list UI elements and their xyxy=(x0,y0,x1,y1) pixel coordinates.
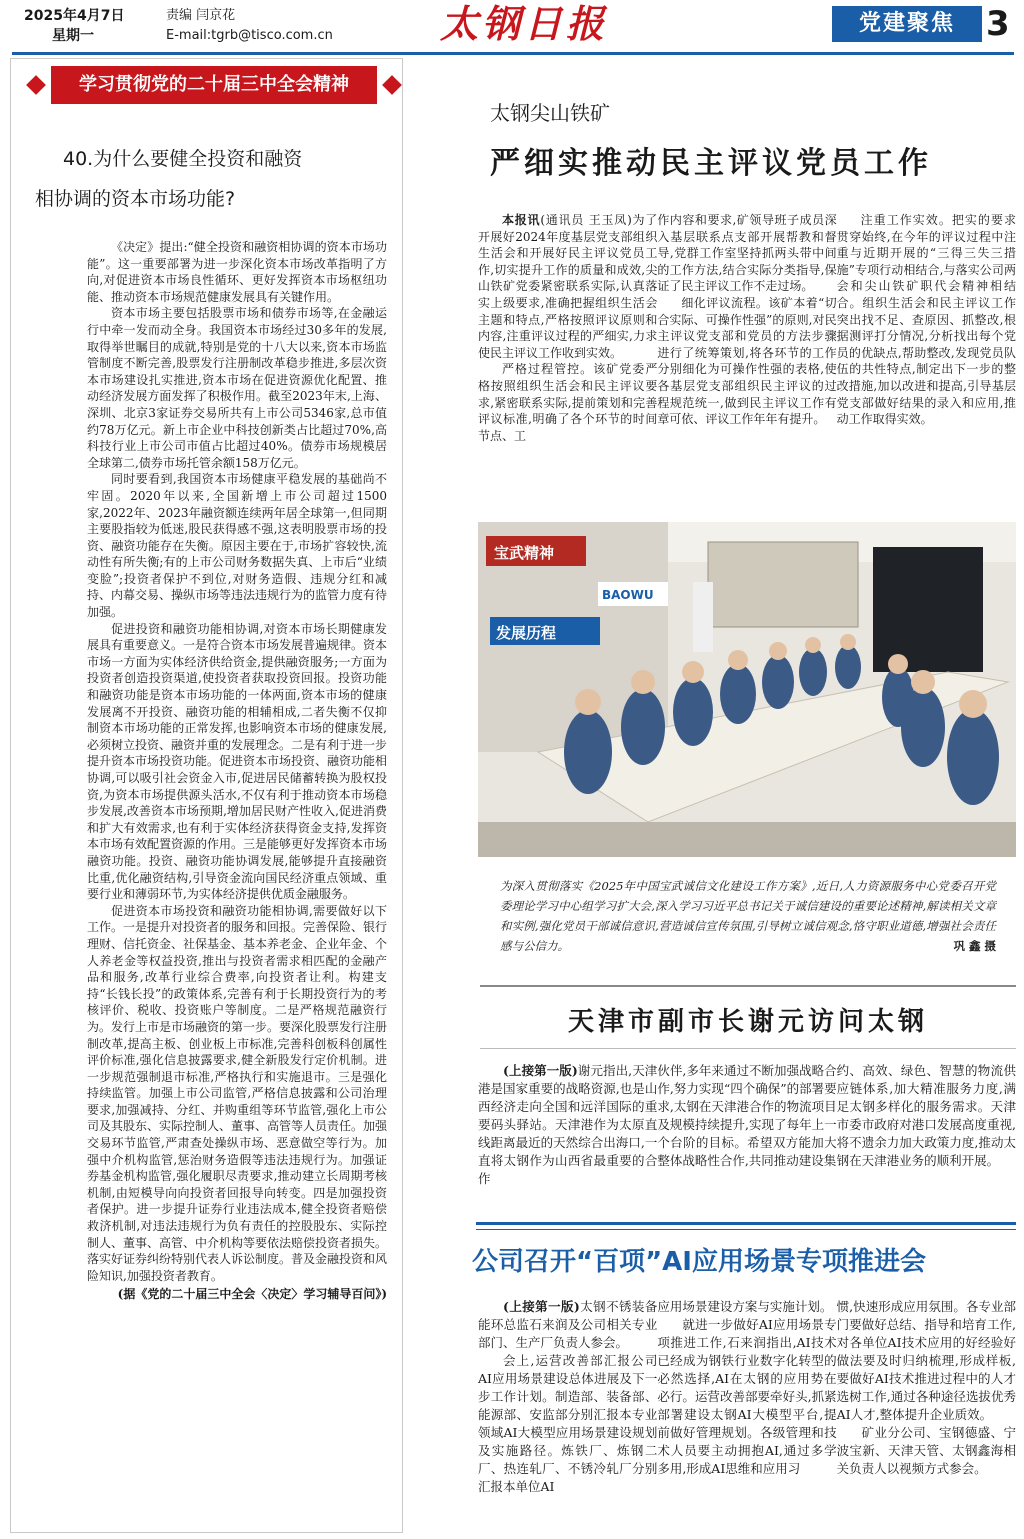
paragraph: 矿业分公司、宝钢德盛、宁波宝新、天津天管、太钢鑫海相关负责人以视频方式参会。 xyxy=(836,1425,1016,1476)
story3-rule xyxy=(476,1222,1016,1230)
story1-column-2 xyxy=(657,212,836,444)
paragraph xyxy=(478,1298,657,1352)
story3-column-2 xyxy=(657,1298,836,1496)
weekday-text: 星期一 xyxy=(52,28,94,44)
story2-headline: 天津市副市长谢元访问太钢 xyxy=(567,1007,928,1037)
paragraph: 约、高效、绿色、智慧的物流供应链体系,加大精准服务力度,满足太钢多样化的服务需求。天津市委市政府对港口发展高度重视,将不遗余力加大政策力度,推动太钢在天津港业务的顺利开展。 xyxy=(836,1063,1016,1168)
paragraph: 注重工作实效。把实的要求贯穿始终,在今年的评议过程中注重与近期开展的“三得三失三措施”专项行动相结合,与落实公司两会和尖山铁矿职代会精神相结合。组织生活会和民主评议工作突出找不足、查原因、抓整改,根据测评打分情况,分析找出每个党员的优缺点,帮助整改,发现党员队伍的共性特点,制定出下一步的整改措施,加以改进和提高,引导基层党支部做好结果的录入和应用,推动工作取得实效。 xyxy=(836,213,1016,427)
paragraph: 就进一步做好AI应用场景专项推进工作,石来润指出,AI技术已经成为钢铁行业数字化转型的必然选择,AI在太钢的应用势在必行。运营改善部要牵好头,抓紧部署建设太钢AI大模型平台,提前做好管理规划。各级管理和技术人员要主动拥抱AI,通过多学多用,形成AI思维和应用习 xyxy=(657,1317,837,1476)
story1-column-3 xyxy=(837,212,1016,444)
continued-note: (上接第一版) xyxy=(503,1299,580,1314)
editor-info xyxy=(166,6,333,46)
paragraph: 《决定》提出:“健全投资和融资相协调的资本市场功能”。这一重要部署为进一步深化资本市场改革指明了方向,对促进资本市场良性循环、更好发挥资本市场枢纽功能、推动资本市场规范健康发展具有关键作用。 xyxy=(87,240,387,304)
story3-column-3 xyxy=(837,1298,1016,1496)
masthead xyxy=(0,0,1024,56)
paragraph xyxy=(478,1062,657,1188)
study-article-body xyxy=(87,239,387,1303)
continued-note: (上接第一版) xyxy=(503,1063,578,1078)
issue-date xyxy=(24,6,124,46)
story1-body xyxy=(478,212,1016,444)
section-badge: 党建聚焦 xyxy=(832,6,982,42)
editor-name: 责编 闫京花 xyxy=(166,8,236,23)
story2-column-2 xyxy=(657,1062,836,1188)
wall-sign-2: 发展历程 xyxy=(496,624,557,642)
caption-text: 为深入贯彻落实《2025年中国宝武诚信文化建设工作方案》,近日,人力资源服务中心党委召开党委理论学习中心组学习扩大会,深入学习习近平总书记关于诚信建设的重要论述精神,解读相关文章和实例,强化党员干部诚信意识,营造诚信宣传氛围,引导树立诚信观念,恪守职业道德,增强社会责任感与公信力。 xyxy=(500,879,996,953)
paragraph xyxy=(478,212,657,361)
question-line-2: 相协调的资本市场功能? xyxy=(35,188,236,210)
story2-column-1 xyxy=(478,1062,657,1188)
paragraph: 严格过程管控。该矿党委严格按照组织生活会和民主评议要求,紧密联系实际,提前策划和完善评议标准,明确了各个环节的时间节点、工 xyxy=(478,362,658,443)
question-title xyxy=(35,139,403,219)
paragraph: 伙伴,多年来通过不断加强战略合作,努力实现“四个确保”的部署要求,太钢在天津港合作的物流项目及规模持续提升,实现了每年上一个台阶的目标。希望双方能加大整体战略性合作,共同推动建设集 xyxy=(657,1063,837,1168)
paragraph: 会上,运营改善部汇报公司AI应用场景建设总体进展及下一步工作计划。制造部、装备部、能源部、安监部分别汇报本专业领域AI大模型应用场景建设规划及实施路径。炼铁厂、炼钢二厂、热连轧厂、不锈冷轧厂分别汇报本单位AI xyxy=(478,1353,658,1494)
study-column xyxy=(10,58,403,1533)
paragraph: 同时要看到,我国资本市场健康平稳发展的基础尚不牢固。2020年以来,全国新增上市公司超过1500家,2022年、2023年融资额连续两年居全球第一,但同期主要股指较为低迷,股民获得感不强,这表明股票市场的投资、融资功能存在失衡。原因主要在于,市场扩容较快,流动性有所失衡;有的上市公司财务数据失真、上市后“业绩变脸”;投资者保护不到位,对财务造假、违规分红和减持、内幕交易、操纵市场等违法违规行为的监管力度有待加强。 xyxy=(87,472,388,620)
paragraph: 应用场景建设方案与实施计划。 xyxy=(657,1299,833,1314)
page-number: 3 xyxy=(986,4,1010,44)
date-text: 2025年4月7日 xyxy=(24,8,125,24)
byline: 本报讯 xyxy=(502,213,541,227)
story1-column-1 xyxy=(478,212,657,444)
story2-column-3 xyxy=(837,1062,1016,1188)
wall-logo: BAOWU xyxy=(602,588,654,602)
story2-bottom-rule xyxy=(480,1048,1016,1049)
theme-banner: 学习贯彻党的二十届三中全会精神 xyxy=(51,66,377,104)
story3-column-1 xyxy=(478,1298,657,1496)
paragraph: 作内容和要求,矿领导班子成员深入基层联系点支部开展帮教和督导,党群工作室坚持抓两头带中间的工作方法,结合实际分类指导,保证了民主评议工作不走过场。 xyxy=(657,213,837,294)
story3-headline: 公司召开“百项”AI应用场景专项推进会 xyxy=(472,1247,926,1277)
story2-body xyxy=(478,1062,1016,1188)
meeting-photo-illustration xyxy=(478,522,1016,857)
story1-headline: 严细实推动民主评议党员工作 xyxy=(490,146,932,181)
paragraph-text: 谢元指出,天津港是国家重要的战略资源,也是山西经济走向全国和远洋国际的重要码头驿站。天津港作为太原直线距离最近的天然综合出海口,一直将太钢作为山西省最重要的合作 xyxy=(478,1063,658,1186)
paragraph: 惯,快速形成应用氛围。各专业部门要做好总结、指导和培育工作,对各单位AI技术应用的好经验好做法要及时归纳梳理,形成样板,要做好AI技术推进过程中的人才选树工作,通过各种途径选拔优秀AI人才,整体提升企业质效。 xyxy=(836,1299,1016,1422)
editor-email: E-mail:tgrb@tisco.com.cn xyxy=(166,28,333,43)
story1-kicker: 太钢尖山铁矿 xyxy=(490,101,610,125)
meeting-photo xyxy=(478,522,1016,857)
photo-credit: 巩 鑫 摄 xyxy=(953,939,996,953)
newspaper-logo: 太钢日报 xyxy=(440,1,609,46)
story2-top-rule xyxy=(480,985,1016,987)
paragraph: 资本市场主要包括股票市场和债券市场等,在金融运行中牵一发而动全身。我国资本市场经过30多年的发展,取得举世瞩目的成就,特别是党的十八大以来,资本市场监管制度不断完善,股票发行注册制改革稳步推进,多层次资本市场建设扎实推进,资本市场在促进资源优化配置、推动经济发展方面发挥了积极作用。截至2023年末,上海、深圳、北京3家证券交易所共有上市公司5346家,总市值约78万亿元。新上市企业中科技创新类占比超过70%,高科技行业上市公司市值占比超过40%。债券市场规模居全球第二,债券市场托管余额158万亿元。 xyxy=(87,306,387,470)
header-rule xyxy=(12,52,1014,55)
question-line-1: 40.为什么要健全投资和融资 xyxy=(63,148,303,170)
paragraph-text: (通讯员 王玉凤)为了开展好2024年度基层党支部组织生活会和开展好民主评议党员工作,切实提升工作的质量和成效,尖山铁矿党委紧密联系实际,认真落实上级要求,准确把握组织生活会主题和特点,严格按照评议原则和内容,注重评议过程的严细实,力求使民主评议工作收到实效。 xyxy=(478,213,658,360)
wall-sign-1: 宝武精神 xyxy=(494,544,555,562)
source-note: (据《党的二十届三中全会〈决定〉学习辅导百问》) xyxy=(117,1287,387,1302)
photo-caption xyxy=(500,876,996,956)
paragraph: 细化评议流程。该矿本着“切合实际、可操作性强”的原则,对民主评议党支部和党员的方法步骤进行了统筹策划,将各环节的工作分别细化为可操作性强的表格,使各基层党支部组织民主评议的过程规范统一,做到民主评议工作有章可依、评议工作年年有提升。 xyxy=(657,295,837,427)
story3-body xyxy=(478,1298,1016,1496)
paragraph-text: 太钢不锈装备能环总监石来润及公司相关专业部门、生产厂负责人参会。 xyxy=(478,1299,658,1350)
paragraph: 促进投资和融资功能相协调,对资本市场长期健康发展具有重要意义。一是符合资本市场发展普遍规律。资本市场一方面为实体经济供给资金,提供融资服务;一方面为投资者创造投资渠道,使投资者获取投资回报。投资功能和融资功能是资本市场功能的一体两面,资本市场的健康发展离不开投资、融资功能的相辅相成,二者失衡不仅抑制资本市场功能的正常发挥,也影响资本市场的健康发展,必须树立投资、融资并重的发展理念。二是有利于进一步提升资本市场投资功能。促进资本市场投资、融资功能相协调,可以吸引社会资金入市,促进居民储蓄转换为股权投资,为资本市场提供源头活水,不仅有利于推动资本市场稳步发展,改善资本市场预期,增加居民财产性收入,促进消费和扩大有效需求,也有利于实体经济获得资金支持,发挥资本市场有效配置资源的作用。三是能够更好发挥资本市场融资功能。投资、融资功能协调发展,能够提升直接融资比重,优化融资结构,引导资金流向国民经济重点领域、重要行业和薄弱环节,为实体经济提供优质金融服务。 xyxy=(87,621,388,902)
paragraph: 促进资本市场投资和融资功能相协调,需要做好以下工作。一是提升对投资者的服务和回报。完善保险、银行理财、信托资金、社保基金、基本养老金、企业年金、个人养老金等权益投资,推出与投资者需求相匹配的金融产品和服务,改革行业综合费率,向投资者让利。构建支持“长钱长投”的政策体系,完善有利于长期投资行为的考核评价、税收、投资账户等制度。二是严格规范融资行为。发行上市是市场融资的第一步。要深化股票发行注册制改革,提高主板、创业板上市标准,完善科创板科创属性评价标准,强化信息披露要求,健全新股发行定价机制。进一步规范强制退市标准,严格执行和实施退市。三是强化持续监管。加强上市公司监管,严格信息披露和公司治理要求,加强减持、分红、并购重组等环节监管,强化上市公司及其股东、实际控制人、董事、高管等人员责任。加强交易环节监管,严肃查处操纵市场、恶意做空等行为。加强中介机构监管,惩治财务造假等违法违规行为。加强证券基金机构监管,强化履职尽责要求,推动建立长周期考核机制,由短模导向向投资者回报导向转变。四是加强投资者保护。进一步提升证券行业违法成本,健全投资者赔偿救济机制,对违法违规行为负有责任的控股股东、实际控制人、董事、高管、中介机构等要依法赔偿投资者损失。落实好证券纠纷特别代表人诉讼制度。普及金融投资和风险知识,加强投资者教育。 xyxy=(87,903,388,1283)
